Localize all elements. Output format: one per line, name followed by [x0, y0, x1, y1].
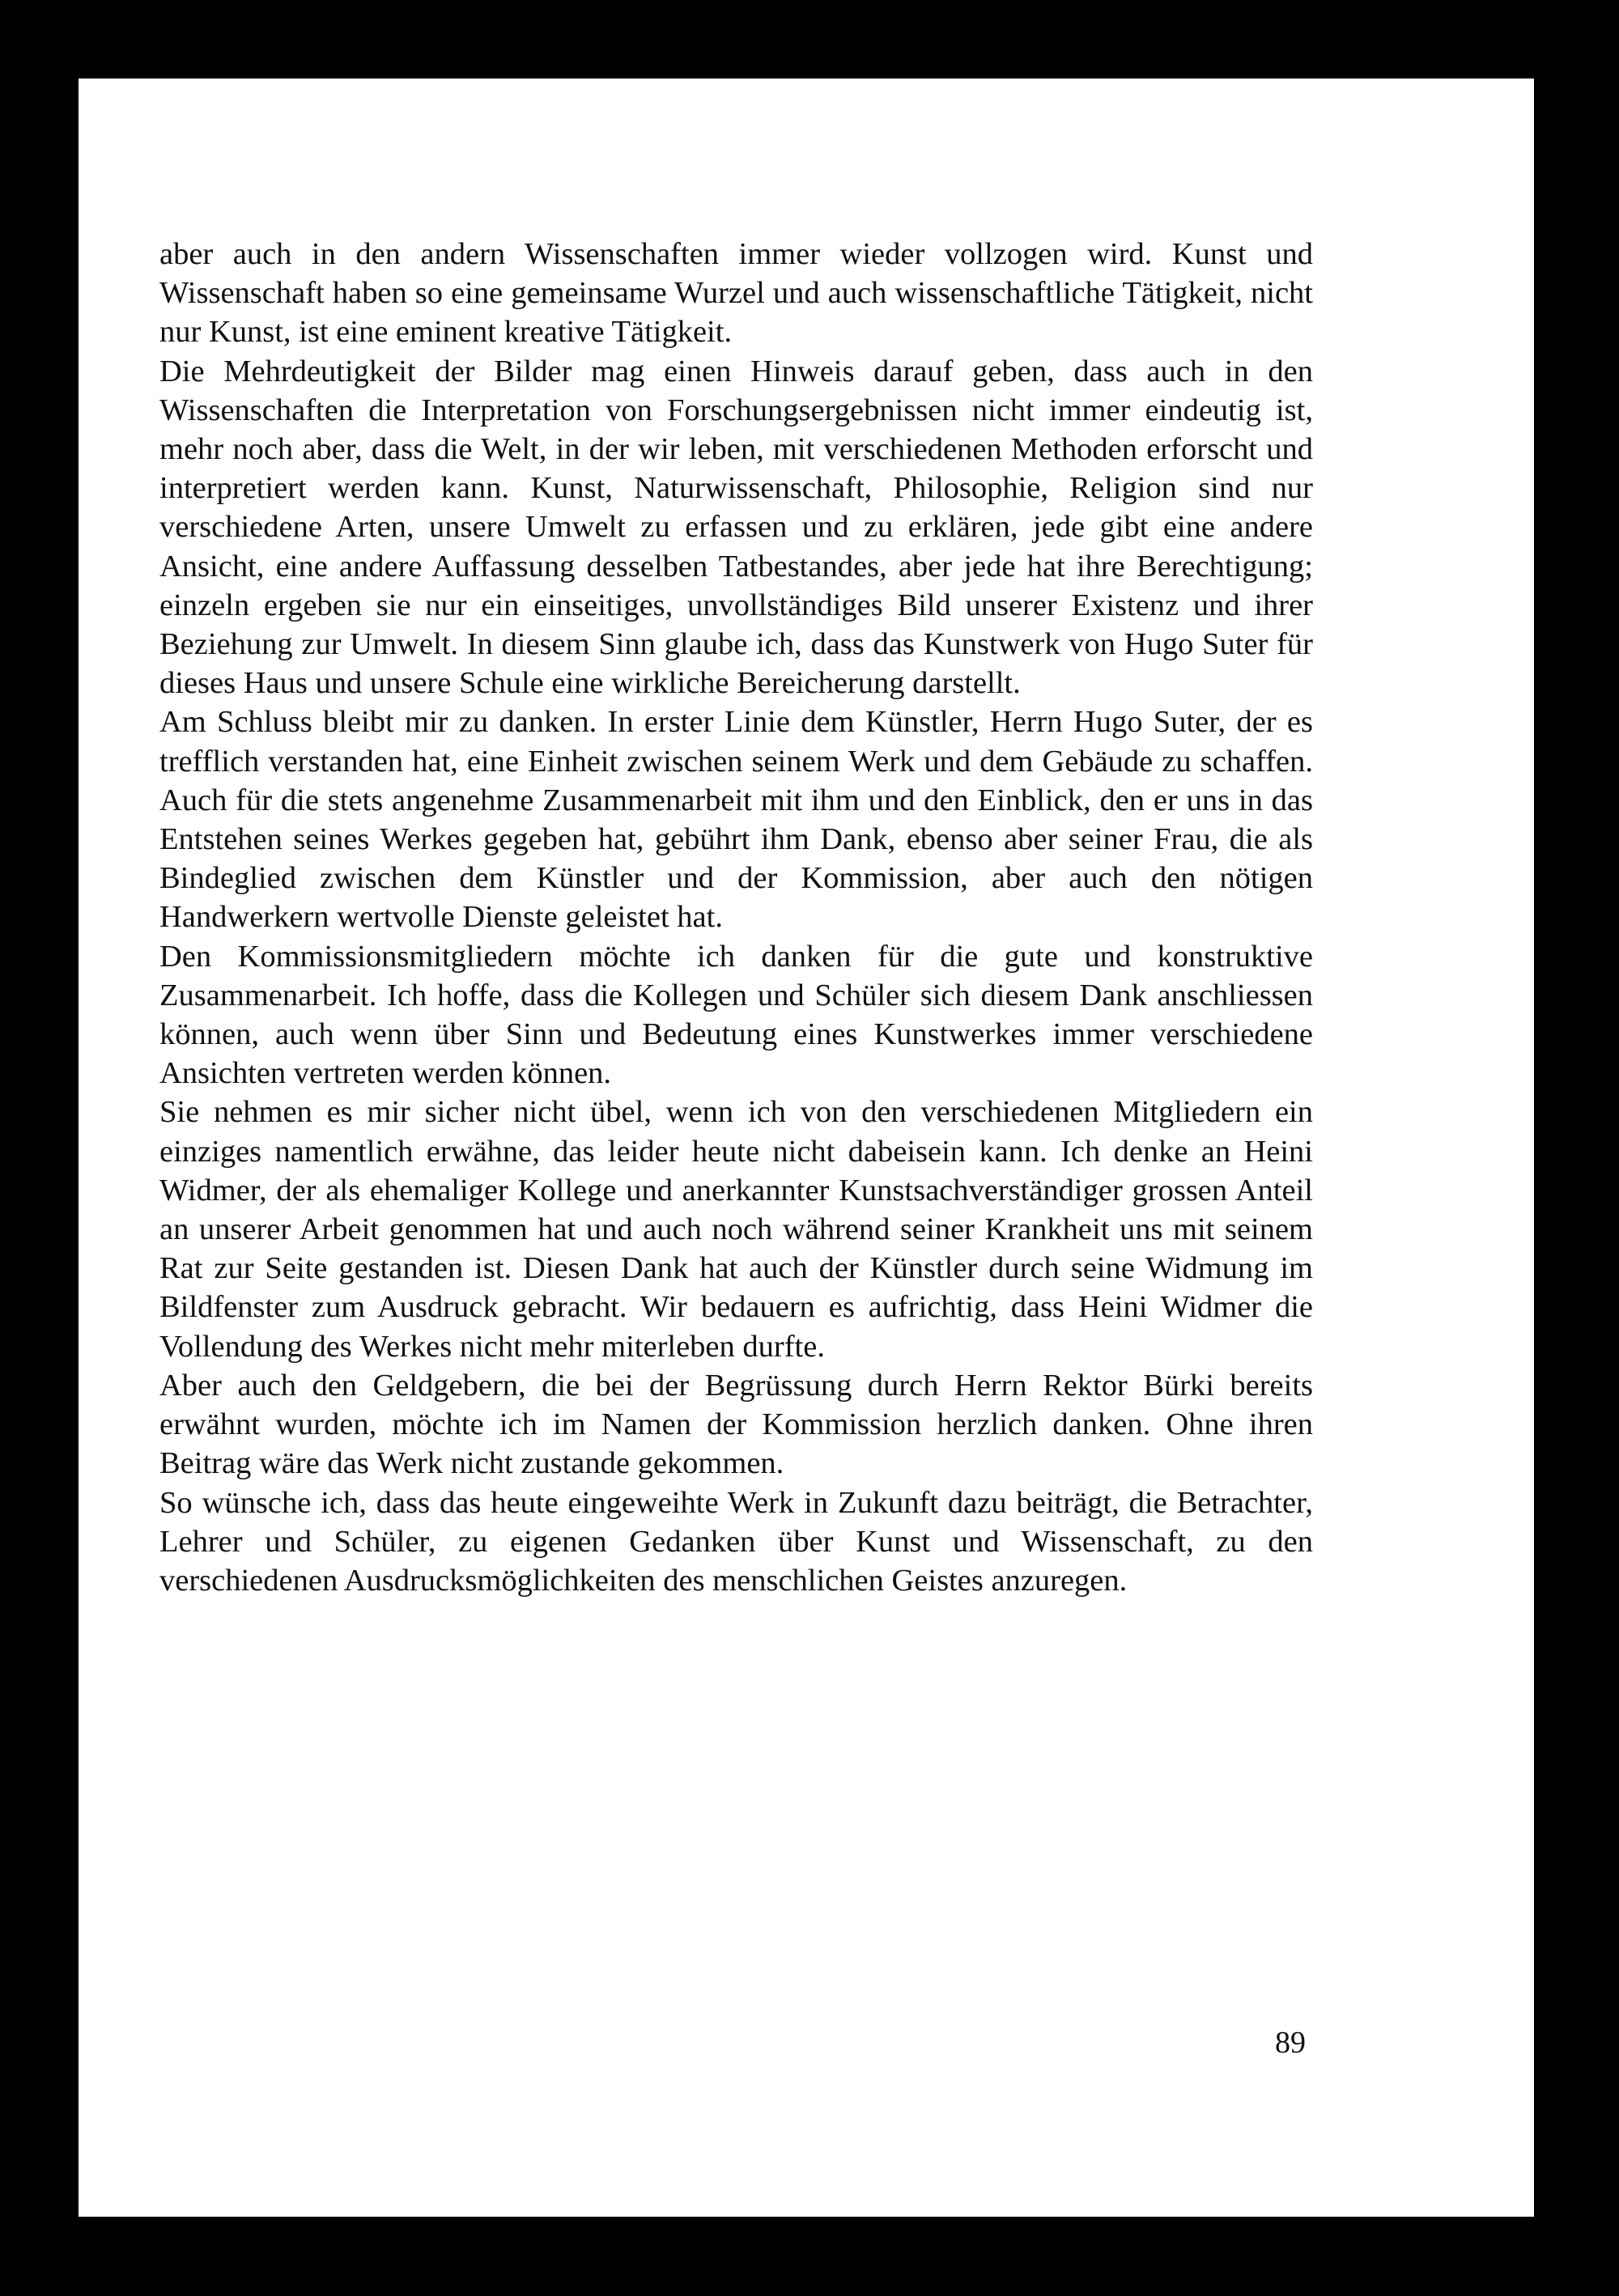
page-number: 89 [1275, 2026, 1306, 2060]
paragraph-3: Am Schluss bleibt mir zu danken. In erster Linie dem Künstler, Herrn Hugo Suter, der es trefflich verstanden hat, eine Einheit zwischen seinem Werk und dem Gebäude zu schaffen. Auch für die stets angenehme Zusammenarbeit mit ihm und den Einblick, den er uns in das Entstehen seines Werkes gegeben hat, gebührt ihm Dank, ebenso aber seiner Frau, die als Bindeglied zwischen dem Künstler und der Kommission, aber auch den nötigen Handwerkern wertvolle Dienste geleistet hat. [159, 705, 1313, 935]
paragraph-4: Den Kommissionsmitgliedern möchte ich danken für die gute und konstruktive Zusammenarbeit. Ich hoffe, dass die Kollegen und Schüler sich diesem Dank anschliessen können, auch wenn über Sinn und Bedeutung eines Kunstwerkes immer verschiedene Ansichten vertreten werden können. [159, 939, 1313, 1091]
page [79, 79, 1534, 2217]
paragraph-7: So wünsche ich, dass das heute eingeweihte Werk in Zukunft dazu beiträgt, die Betrachter, Lehrer und Schüler, zu eigenen Gedanken über Kunst und Wissenschaft, zu den verschiedenen Ausdrucksmöglichkeiten des menschlichen Geistes anzuregen. [159, 1485, 1313, 1598]
paragraph-1: aber auch in den andern Wissenschaften immer wieder vollzogen wird. Kunst und Wissenschaft haben so eine gemeinsame Wurzel und auch wissenschaftliche Tätigkeit, nicht nur Kunst, ist eine eminent kreative Tätigkeit. [159, 237, 1313, 350]
paragraph-5: Sie nehmen es mir sicher nicht übel, wenn ich von den verschiedenen Mitgliedern ein einziges namentlich erwähne, das leider heute nicht dabeisein kann. Ich denke an Heini Widmer, der als ehemaliger Kollege und anerkannter Kunstsachverständiger grossen Anteil an unserer Arbeit genommen hat und auch noch während seiner Krankheit uns mit seinem Rat zur Seite gestanden ist. Diesen Dank hat auch der Künstler durch seine Widmung im Bildfenster zum Ausdruck gebracht. Wir bedauern es aufrichtig, dass Heini Widmer die Vollendung des Werkes nicht mehr miterleben durfte. [159, 1095, 1313, 1364]
body-text [159, 235, 1313, 1600]
paragraph-2: Die Mehrdeutigkeit der Bilder mag einen Hinweis darauf geben, dass auch in den Wissenschaften die Interpretation von Forschungsergebnissen nicht immer eindeutig ist, mehr noch aber, dass die Welt, in der wir leben, mit verschiedenen Methoden erforscht und interpretiert werden kann. Kunst, Naturwissenschaft, Philosophie, Religion sind nur verschiedene Arten, unsere Umwelt zu erfassen und zu erklären, jede gibt eine andere Ansicht, eine andere Auffassung desselben Tatbestandes, aber jede hat ihre Berechtigung; einzeln ergeben sie nur ein einseitiges, unvollständiges Bild unserer Existenz und ihrer Beziehung zur Umwelt. In diesem Sinn glaube ich, dass das Kunstwerk von Hugo Suter für dieses Haus und unsere Schule eine wirkliche Bereicherung darstellt. [159, 354, 1313, 701]
paragraph-6: Aber auch den Geldgebern, die bei der Begrüssung durch Herrn Rektor Bürki bereits erwähnt wurden, möchte ich im Namen der Kommission herzlich danken. Ohne ihren Beitrag wäre das Werk nicht zustande gekommen. [159, 1368, 1313, 1481]
